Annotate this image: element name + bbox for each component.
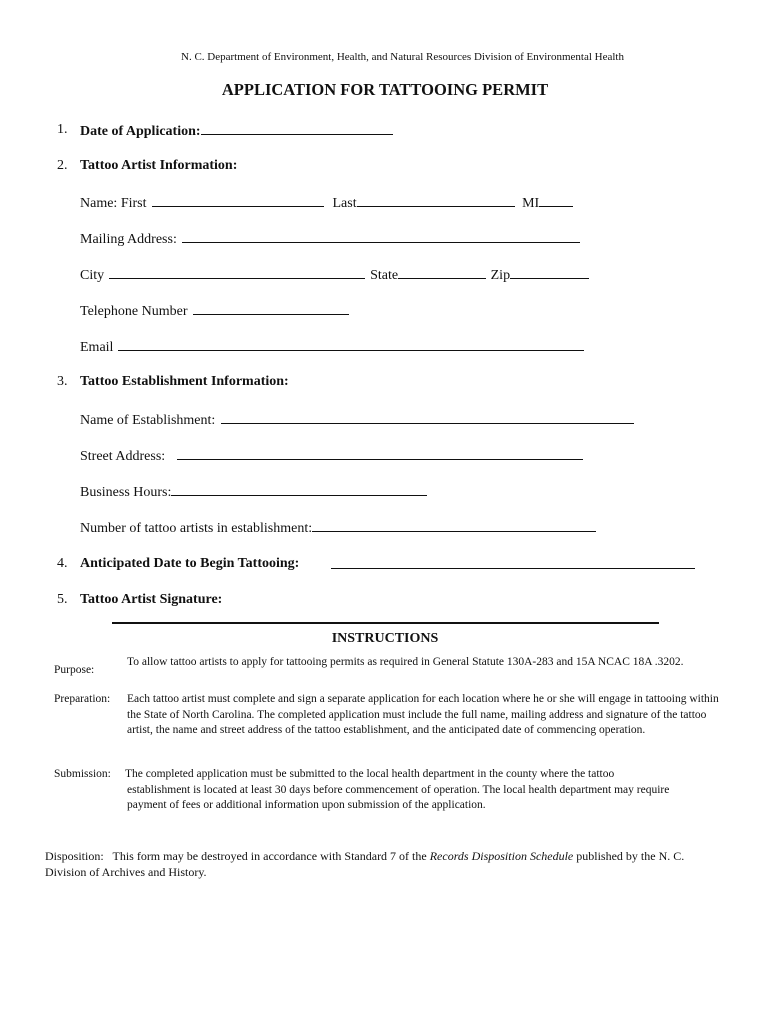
preparation-label: Preparation: xyxy=(54,693,111,705)
instructions-heading: INSTRUCTIONS xyxy=(331,631,439,646)
artists-count-label: Number of tattoo artists in establishment: xyxy=(80,521,313,536)
email-field[interactable] xyxy=(118,338,584,351)
name-row xyxy=(80,194,573,212)
form-title: APPLICATION FOR TATTOOING PERMIT xyxy=(221,80,549,99)
section-number-2: 2. xyxy=(57,158,68,173)
section-number-5: 5. xyxy=(57,592,68,607)
submission-text-rest: establishment is located at least 30 days before commencement of operation. The local health department may require payment of fees or additional information upon submission of the application. xyxy=(127,783,670,811)
establishment-name-label: Name of Establishment: xyxy=(80,413,216,428)
city-state-zip-row xyxy=(80,266,589,284)
anticipated-date-label: Anticipated Date to Begin Tattooing: xyxy=(80,556,300,571)
email-row xyxy=(80,338,584,356)
telephone-label: Telephone Number xyxy=(80,304,188,319)
mailing-address-label: Mailing Address: xyxy=(80,232,177,247)
section-number-3: 3. xyxy=(57,374,68,389)
last-name-field[interactable] xyxy=(357,194,515,207)
date-of-application-field[interactable] xyxy=(201,122,393,135)
records-disposition-schedule: Records Disposition Schedule xyxy=(429,849,574,863)
middle-initial-label: MI xyxy=(522,196,540,211)
disposition-text-before: This form may be destroyed in accordance with Standard 7 of the xyxy=(112,849,427,863)
section-number-4: 4. xyxy=(57,556,68,571)
disposition-text-after: published by the N. C. Division of Archives and History. xyxy=(45,849,685,879)
submission-text-line1: The completed application must be submitted to the local health department in the county where the tattoo xyxy=(125,768,615,780)
zip-field[interactable] xyxy=(510,266,589,279)
street-address-field[interactable] xyxy=(177,447,583,460)
state-label: State xyxy=(370,268,399,283)
first-name-field[interactable] xyxy=(152,194,324,207)
purpose-text: To allow tattoo artists to apply for tattooing permits as required in General Statute 130A-283 and 15A NCAC 18A .3202. xyxy=(127,656,684,668)
anticipated-date-field[interactable] xyxy=(331,556,695,569)
disposition-paragraph xyxy=(45,848,720,880)
establishment-name-row xyxy=(80,411,634,429)
city-label: City xyxy=(80,268,105,283)
email-label: Email xyxy=(80,340,114,355)
business-hours-field[interactable] xyxy=(171,483,427,496)
artists-count-field[interactable] xyxy=(312,519,596,532)
last-name-label: Last xyxy=(332,196,357,211)
signature-line[interactable] xyxy=(112,622,659,624)
establishment-name-field[interactable] xyxy=(221,411,634,424)
state-field[interactable] xyxy=(398,266,486,279)
street-address-row xyxy=(80,447,583,465)
disposition-label: Disposition: xyxy=(45,849,104,863)
date-of-application-label xyxy=(80,122,393,140)
mailing-address-field[interactable] xyxy=(182,230,580,243)
mailing-address-row xyxy=(80,230,580,248)
first-name-label: Name: First xyxy=(80,196,147,211)
artists-count-row xyxy=(80,519,596,537)
date-of-application-text: Date of Application: xyxy=(80,124,201,139)
telephone-row xyxy=(80,302,349,320)
purpose-label: Purpose: xyxy=(54,664,95,676)
city-field[interactable] xyxy=(109,266,365,279)
middle-initial-field[interactable] xyxy=(539,194,573,207)
signature-label: Tattoo Artist Signature: xyxy=(80,592,223,607)
street-address-label: Street Address: xyxy=(80,449,166,464)
zip-label: Zip xyxy=(490,268,511,283)
department-header: N. C. Department of Environment, Health, and Natural Resources Division of Environmental Health xyxy=(181,51,624,63)
establishment-info-heading: Tattoo Establishment Information: xyxy=(80,374,289,389)
telephone-field[interactable] xyxy=(193,302,349,315)
preparation-text: Each tattoo artist must complete and sign a separate application for each location where he or she will engage in tattooing within the State of North Carolina. The completed application must include the full name, mailing address and signature of the tattoo artist, the name and street address of the tattoo establishment, and the anticipated date of commencing operation. xyxy=(127,693,719,736)
business-hours-label: Business Hours: xyxy=(80,485,172,500)
tattoo-artist-info-heading: Tattoo Artist Information: xyxy=(80,158,238,173)
section-number-1: 1. xyxy=(57,122,68,137)
business-hours-row xyxy=(80,483,427,501)
submission-label: Submission: xyxy=(54,768,111,780)
